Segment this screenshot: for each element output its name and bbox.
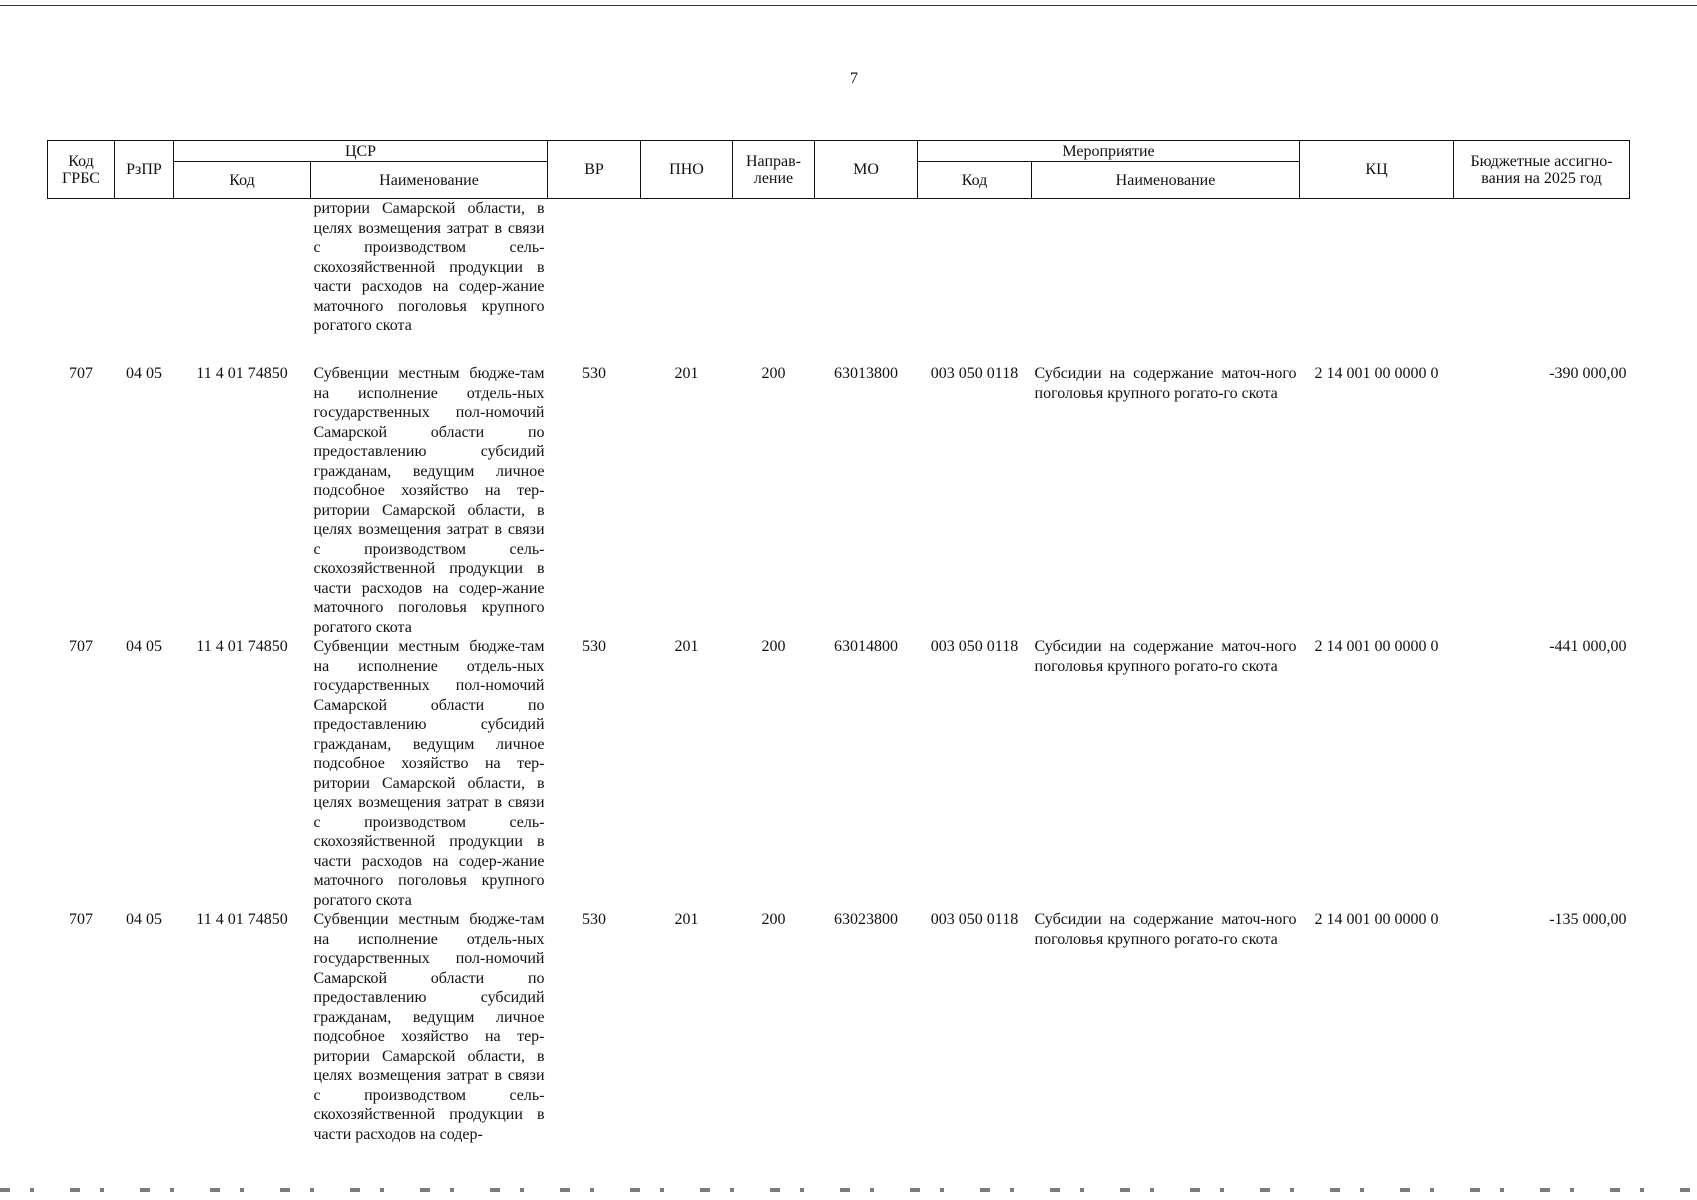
cell-csr-kod: 11 4 01 74850 xyxy=(196,911,288,928)
cell-event-name: Субсидии на содержание маточ-ного поголовья крупного рогато-го скота xyxy=(1034,638,1297,675)
cell-direction: 200 xyxy=(761,638,786,655)
header-vr: ВР xyxy=(548,141,641,199)
page-number: 7 xyxy=(850,70,858,87)
header-mo: МО xyxy=(815,141,918,199)
cell-rzpr: 04 05 xyxy=(126,638,162,655)
cell-amount: -135 000,00 xyxy=(1549,911,1627,928)
scan-border-bottom xyxy=(0,1188,1697,1192)
cell-event-name: Субсидии на содержание маточ-ного поголовья крупного рогато-го скота xyxy=(1034,911,1297,948)
header-csr-kod: Код xyxy=(174,162,311,199)
table-header xyxy=(48,141,1630,199)
cell-pno: 201 xyxy=(674,638,699,655)
table-row xyxy=(48,910,1630,1144)
table-row xyxy=(48,637,1630,910)
header-event-kod: Код xyxy=(918,162,1032,199)
cell-grbs: 707 xyxy=(69,638,93,655)
cell-pno: 201 xyxy=(674,911,699,928)
header-kc: КЦ xyxy=(1300,141,1454,199)
cell-mo: 63023800 xyxy=(834,911,898,928)
header-event: Мероприятие xyxy=(918,141,1300,162)
budget-table xyxy=(47,140,1630,1144)
cell-rzpr: 04 05 xyxy=(126,911,162,928)
header-allocations: Бюджетные ассигно-вания на 2025 год xyxy=(1454,141,1630,199)
cell-kc: 2 14 001 00 0000 0 xyxy=(1314,365,1439,382)
cell-csr-kod: 11 4 01 74850 xyxy=(196,365,288,382)
table-row xyxy=(48,364,1630,637)
cell-mo: 63013800 xyxy=(834,365,898,382)
cell-event-kod: 003 050 0118 xyxy=(930,638,1019,655)
cell-direction: 200 xyxy=(761,911,786,928)
cell-direction: 200 xyxy=(761,365,786,382)
cell-event-name: Субсидии на содержание маточ-ного поголовья крупного рогато-го скота xyxy=(1034,365,1297,402)
cell-amount: -441 000,00 xyxy=(1549,638,1627,655)
cell-kc: 2 14 001 00 0000 0 xyxy=(1314,911,1439,928)
header-csr: ЦСР xyxy=(174,141,548,162)
cell-vr: 530 xyxy=(582,365,606,382)
cell-csr-name: Субвенции местным бюдже-там на исполнение отдель-ных государственных пол-номочий Самарской области по предоставлению субсидий гражданам, ведущим личное подсобное хозяйство на тер-ритории Самарской области, в целях возмещения затрат в связи с производством сель-скохозяйственной продукции в части расходов на содер-жание маточного поголовья крупного рогатого скота xyxy=(313,365,545,636)
header-kod-grbs: Код ГРБС xyxy=(48,141,115,199)
cell-event-kod: 003 050 0118 xyxy=(930,365,1019,382)
cell-vr: 530 xyxy=(582,911,606,928)
cell-mo: 63014800 xyxy=(834,638,898,655)
cell-grbs: 707 xyxy=(69,365,93,382)
cell-csr-name: Субвенции местным бюдже-там на исполнение отдель-ных государственных пол-номочий Самарской области по предоставлению субсидий гражданам, ведущим личное подсобное хозяйство на тер-ритории Самарской области, в целях возмещения затрат в связи с производством сель-скохозяйственной продукции в части расходов на содер- xyxy=(313,911,545,1143)
cell-csr-kod: 11 4 01 74850 xyxy=(196,638,288,655)
header-direction: Направ-ление xyxy=(733,141,815,199)
header-csr-name: Наименование xyxy=(311,162,548,199)
cell-amount: -390 000,00 xyxy=(1549,365,1627,382)
cell-event-kod: 003 050 0118 xyxy=(930,911,1019,928)
cell-rzpr: 04 05 xyxy=(126,365,162,382)
header-pno: ПНО xyxy=(641,141,733,199)
header-rzpr: РзПР xyxy=(115,141,174,199)
cell-csr-name: Субвенции местным бюдже-там на исполнение отдель-ных государственных пол-номочий Самарской области по предоставлению субсидий гражданам, ведущим личное подсобное хозяйство на тер-ритории Самарской области, в целях возмещения затрат в связи с производством сель-скохозяйственной продукции в части расходов на содер-жание маточного поголовья крупного рогатого скота xyxy=(313,638,545,909)
table-row-continuation xyxy=(48,199,1630,365)
cell-kc: 2 14 001 00 0000 0 xyxy=(1314,638,1439,655)
scan-border-top xyxy=(0,5,1697,6)
continuation-text: ритории Самарской области, в целях возмещения затрат в связи с производством сель-скохозяйственной продукции в части расходов на содер-жание маточного поголовья крупного рогатого скота xyxy=(313,200,545,334)
header-event-name: Наименование xyxy=(1032,162,1300,199)
cell-pno: 201 xyxy=(674,365,699,382)
cell-vr: 530 xyxy=(582,638,606,655)
cell-grbs: 707 xyxy=(69,911,93,928)
